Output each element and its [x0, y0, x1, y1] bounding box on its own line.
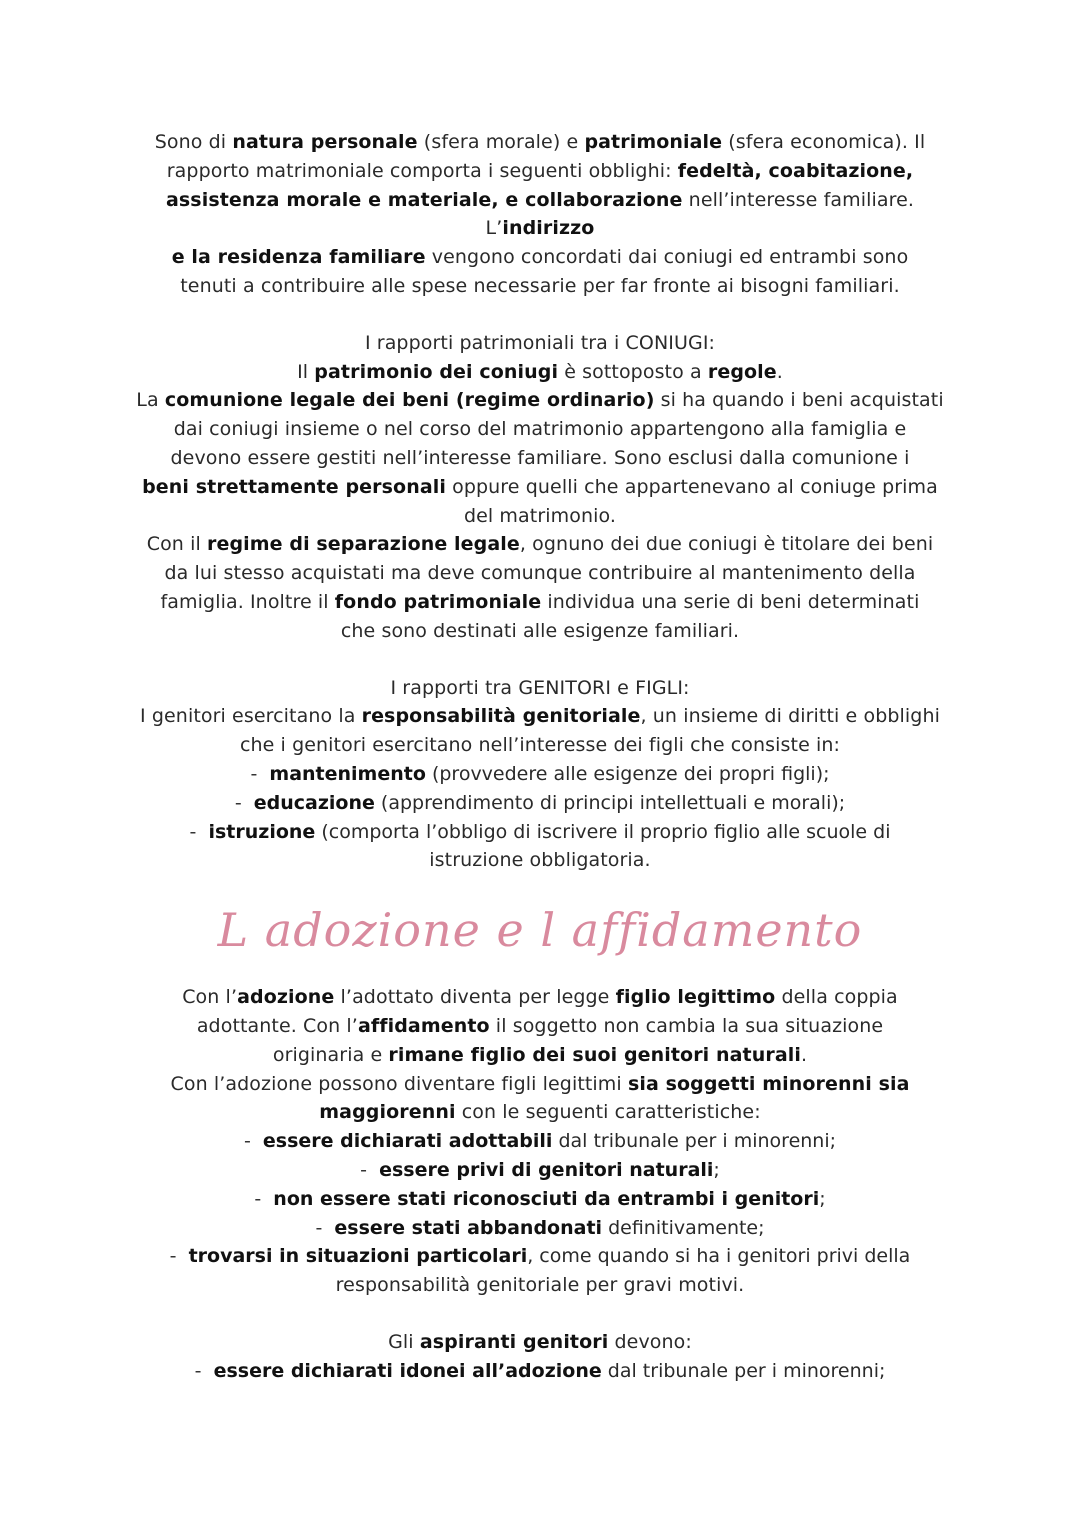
bold-term: natura personale: [232, 131, 418, 153]
text-line: famiglia. Inoltre il fondo patrimoniale individua una serie di beni determinati: [160, 590, 920, 613]
bold-term: e la residenza familiare: [171, 246, 426, 269]
text-line: beni strettamente personali oppure quelli che appartenevano al coniuge prima: [142, 475, 938, 498]
bold-term: essere dichiarati adottabili: [262, 1130, 553, 1153]
bold-term: educazione: [253, 791, 375, 814]
section-parents-children: [125, 674, 955, 760]
bold-term: patrimoniale: [584, 131, 723, 153]
bold-term: sia soggetti minorenni sia: [627, 1072, 910, 1095]
text-line: Con l’adozione l’adottato diventa per legge figlio legittimo della coppia: [182, 986, 898, 1009]
list-item: - essere dichiarati adottabili dal tribunale per i minorenni;: [110, 1127, 970, 1156]
bold-term: istruzione: [208, 820, 316, 843]
section-adoption: [125, 983, 955, 1127]
section-personal-patrimonial: [125, 128, 955, 301]
text-line: Con il regime di separazione legale, ognuno dei due coniugi è titolare dei beni: [146, 533, 934, 556]
text-line: Il patrimonio dei coniugi è sottoposto a regole.: [297, 360, 783, 383]
bold-term: affidamento: [357, 1014, 490, 1037]
text-line: del matrimonio.: [463, 504, 617, 527]
text-line: I rapporti patrimoniali tra i CONIUGI:: [364, 331, 716, 354]
text-line: La comunione legale dei beni (regime ordinario) si ha quando i beni acquistati: [136, 389, 944, 412]
text-line: e la residenza familiare vengono concordati dai coniugi ed entrambi sono: [171, 246, 909, 269]
list-item: - istruzione (comporta l’obbligo di iscrivere il proprio figlio alle scuole di: [110, 818, 970, 847]
text-line: Sono di natura personale (sfera morale) e patrimoniale (sfera economica). Il: [154, 131, 926, 153]
text-line: devono essere gestiti nell’interesse familiare. Sono esclusi dalla comunione i: [170, 446, 910, 469]
text-line: originaria e rimane figlio dei suoi genitori naturali.: [272, 1043, 808, 1066]
section-spouses-property: [125, 329, 955, 646]
bold-term: comunione legale dei beni (regime ordinario): [164, 389, 655, 412]
bold-term: regime di separazione legale: [207, 533, 520, 556]
text-line: adottante. Con l’affidamento il soggetto non cambia la sua situazione: [196, 1014, 884, 1037]
bold-term: trovarsi in situazioni particolari: [188, 1245, 528, 1268]
text-line: maggiorenni con le seguenti caratteristiche:: [319, 1101, 761, 1124]
bold-term: indirizzo: [502, 217, 595, 240]
section-aspiring-parents: [125, 1328, 955, 1357]
text-line: che i genitori esercitano nell’interesse dei figli che consiste in:: [239, 734, 841, 757]
list-item: - non essere stati riconosciuti da entrambi i genitori;: [110, 1185, 970, 1214]
text-line: responsabilità genitoriale per gravi motivi.: [335, 1274, 745, 1297]
bold-term: assistenza morale e materiale, e collaborazione: [165, 188, 683, 211]
bold-term: fedeltà, coabitazione,: [677, 159, 914, 182]
bold-term: essere dichiarati idonei all’adozione: [213, 1359, 602, 1382]
list-item: - educazione (apprendimento di principi intellettuali e morali);: [110, 789, 970, 818]
text-line: Con l’adozione possono diventare figli legittimi sia soggetti minorenni sia: [170, 1072, 910, 1095]
text-line: tenuti a contribuire alle spese necessarie per far fronte ai bisogni familiari.: [180, 274, 900, 297]
bold-term: mantenimento: [269, 762, 426, 785]
parental-duties-list: [110, 760, 970, 846]
text-line: assistenza morale e materiale, e collaborazione nell’interesse familiare. L’indirizzo: [165, 188, 915, 240]
adoption-requirements-continuation: [125, 1271, 955, 1300]
text-line: Gli aspiranti genitori devono:: [388, 1330, 692, 1353]
list-item: - essere dichiarati idonei all’adozione dal tribunale per i minorenni;: [110, 1357, 970, 1386]
bold-term: aspiranti genitori: [419, 1330, 609, 1353]
text-line: I rapporti tra GENITORI e FIGLI:: [390, 676, 690, 699]
text-line: I genitori esercitano la responsabilità genitoriale, un insieme di diritti e obblighi: [140, 705, 940, 728]
bold-term: non essere stati riconosciuti da entrambi i genitori: [273, 1187, 820, 1210]
aspiring-parents-list: [110, 1357, 970, 1386]
bold-term: essere privi di genitori naturali: [379, 1158, 714, 1181]
text-line: istruzione obbligatoria.: [429, 849, 651, 872]
text-line: da lui stesso acquistati ma deve comunque contribuire al mantenimento della: [164, 562, 916, 585]
text-line: rapporto matrimoniale comporta i seguenti obblighi: fedeltà, coabitazione,: [166, 159, 914, 182]
text-line: che sono destinati alle esigenze familiari.: [340, 619, 740, 642]
bold-term: maggiorenni: [319, 1101, 456, 1124]
section-heading-adozione: L adozione e l affidamento: [217, 903, 863, 958]
bold-term: adozione: [237, 986, 335, 1009]
bold-term: regole: [707, 360, 777, 383]
bold-term: beni strettamente personali: [142, 475, 446, 498]
bold-term: responsabilità genitoriale: [361, 705, 641, 728]
bold-term: figlio legittimo: [615, 986, 776, 1009]
list-item: - trovarsi in situazioni particolari, come quando si ha i genitori privi della: [110, 1242, 970, 1271]
adoption-requirements-list: [110, 1127, 970, 1271]
parental-duties-continuation: [125, 846, 955, 875]
text-line: dai coniugi insieme o nel corso del matrimonio appartengono alla famiglia e: [173, 418, 907, 441]
list-item: - essere stati abbandonati definitivamente;: [110, 1214, 970, 1243]
bold-term: rimane figlio dei suoi genitori naturali: [388, 1043, 801, 1066]
bold-term: essere stati abbandonati: [334, 1216, 603, 1239]
list-item: - essere privi di genitori naturali;: [110, 1156, 970, 1185]
bold-term: fondo patrimoniale: [334, 590, 542, 613]
list-item: - mantenimento (provvedere alle esigenze dei propri figli);: [110, 760, 970, 789]
bold-term: patrimonio dei coniugi: [314, 360, 559, 383]
